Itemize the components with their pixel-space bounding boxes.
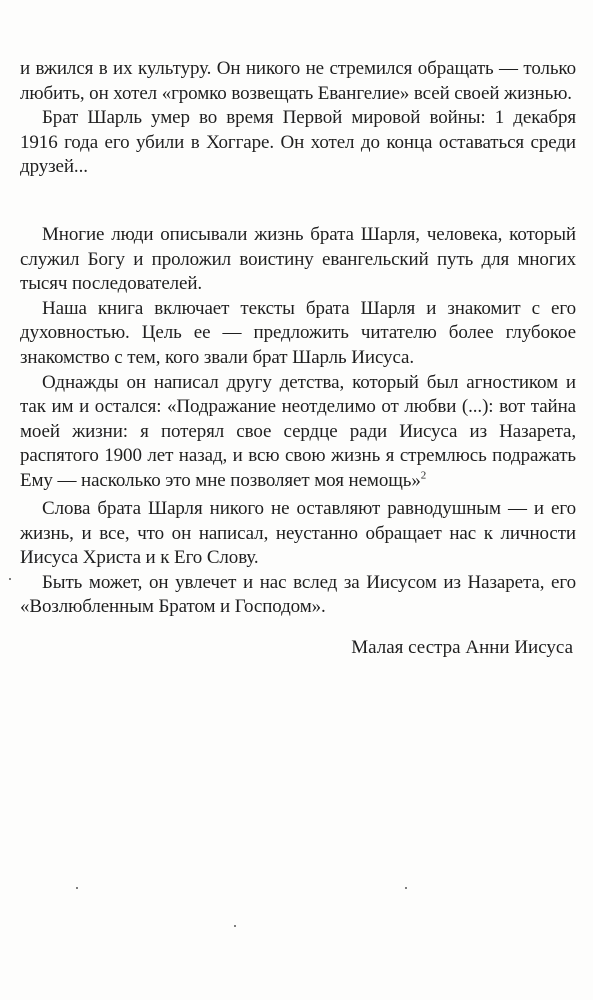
scan-speck bbox=[76, 887, 78, 889]
text-section-1 bbox=[20, 57, 576, 180]
paragraph-5 bbox=[20, 371, 576, 494]
paragraph-6: Слова брата Шарля никого не оставляют равнодушным — и его жизнь, и все, что он написал, неустанно обращает нас к личности Иисуса Христа и к Его Слову. bbox=[20, 498, 576, 569]
paragraph-7: Быть может, он увлечет и нас вслед за Иисусом из Назарета, его «Возлюбленным Братом и Господом». bbox=[20, 571, 576, 618]
scan-speck bbox=[405, 887, 407, 889]
scan-speck bbox=[234, 925, 236, 927]
footnote-marker: 2 bbox=[420, 469, 427, 482]
paragraph-3: Многие люди описывали жизнь брата Шарля, человека, который служил Богу и проложил воистину евангельский путь для многих тысяч последователей. bbox=[20, 224, 576, 295]
text-section-2 bbox=[20, 223, 576, 494]
paragraph-2: Брат Шарль умер во время Первой мировой войны: 1 декабря 1916 года его убили в Хоггаре. Он хотел до конца оставаться среди друзей... bbox=[20, 107, 576, 178]
signature: Малая сестра Анни Иисуса bbox=[351, 637, 573, 658]
scan-speck bbox=[9, 578, 11, 580]
paragraph-4: Наша книга включает тексты брата Шарля и знакомит с его духовностью. Цель ее — предложить читателю более глубокое знакомство с тем, кого звали брат Шарль Иисуса. bbox=[20, 297, 576, 368]
text-section-3 bbox=[20, 497, 576, 620]
paragraph-1: и вжился в их культуру. Он никого не стремился обращать — только любить, он хотел «громко возвещать Евангелие» всей своей жизнью. bbox=[20, 58, 576, 104]
paragraph-5-text: Однажды он написал другу детства, который был агностиком и так им и остался: «Подражание неотделимо от любви (...): вот тайна моей жизни: я потерял свое сердце ради Иисуса из Назарета, распятого 1900 лет назад, и всю свою жизнь я стремлюсь подражать Ему — насколько это мне позволяет моя немощь» bbox=[20, 371, 576, 491]
